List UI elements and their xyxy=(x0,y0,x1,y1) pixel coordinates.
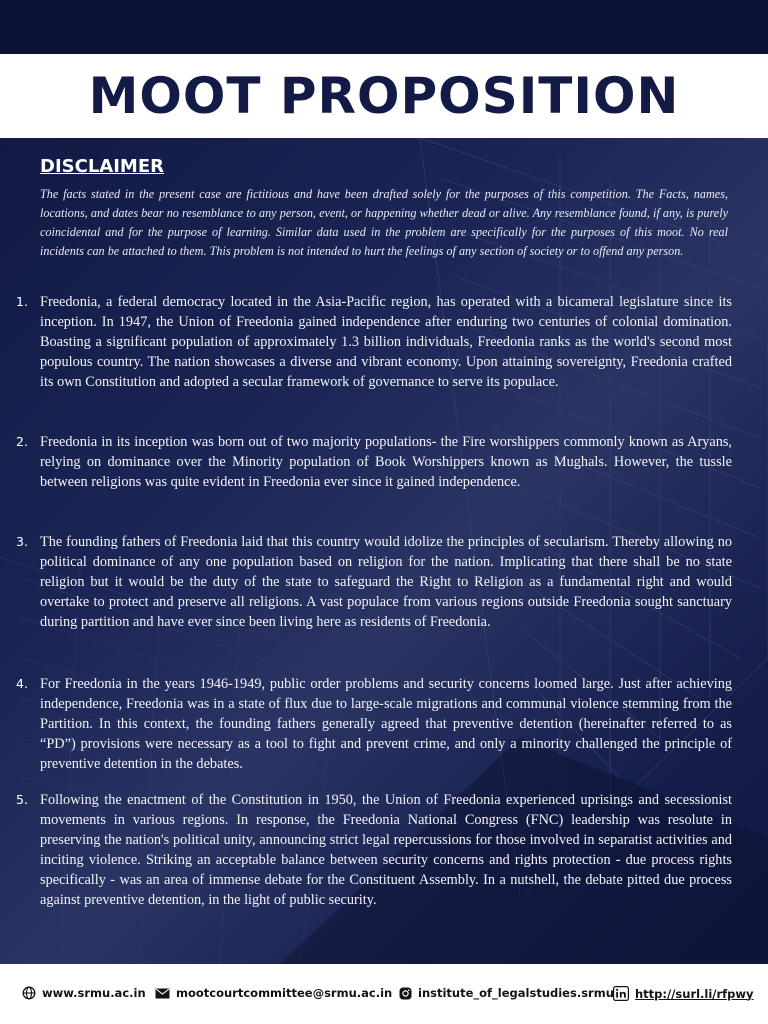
paragraph-number: 5. xyxy=(16,792,28,807)
disclaimer-text: The facts stated in the present case are fictitious and have been drafted solely for the purposes of this competition. The Facts, names, locations, and dates bear no resemblance to any person, event, or happening whether dead or alive. Any resemblance found, if any, is purely coincidental and for the purpose of learning. Similar data used in the problem are specifically for the purposes of this moot. No real incidents can be attached to them. This problem is not intended to hurt the feelings of any section of society or to offend any person. xyxy=(40,187,728,258)
linkedin-link[interactable] xyxy=(613,986,754,1001)
top-band xyxy=(0,0,768,54)
instagram-text: institute_of_legalstudies.srmu xyxy=(418,986,614,1000)
paragraph-3 xyxy=(16,532,732,632)
title-banner xyxy=(0,54,768,138)
content xyxy=(0,138,768,964)
paragraph-text: Following the enactment of the Constitution in 1950, the Union of Freedonia experienced uprisings and secessionist movements in various regions. In response, the Freedonia National Congress (FNC) leadership was resolute in preserving the nation's political unity, announcing strict legal repercussions for those involved in separatist activities and inciting violence. Striking an acceptable balance between security concerns and rights protection - due process rights specifically - was an area of immense debate for the Constituent Assembly. In a nutshell, the debate pitted due process against preventive detention, in the light of public security. xyxy=(40,792,732,908)
instagram-link[interactable] xyxy=(399,986,614,1000)
paragraph-number: 1. xyxy=(16,294,28,309)
paragraph-text: Freedonia, a federal democracy located in the Asia-Pacific region, has operated with a bicameral legislature since its inception. In 1947, the Union of Freedonia gained independence after enduring two centuries of colonial domination. Boasting a significant population of approximately 1.3 billion individuals, Freedonia ranks as the world's second most populous country. The nation showcases a diverse and vibrant economy. Upon attaining sovereignty, Freedonia crafted its own Constitution and adopted a secular framework of governance to serve its populace. xyxy=(40,294,732,390)
paragraph-number: 2. xyxy=(16,434,28,449)
mail-icon xyxy=(155,988,170,999)
email-text: mootcourtcommittee@srmu.ac.in xyxy=(176,986,393,1000)
website-link[interactable] xyxy=(22,986,146,1000)
paragraph-text: Freedonia in its inception was born out of two majority populations- the Fire worshippers commonly known as Aryans, relying on dominance over the Minority population of Book Worshippers known as Mughals. However, the tussle between religions was quite evident in Freedonia ever since it gained independence. xyxy=(40,434,732,490)
disclaimer-heading: DISCLAIMER xyxy=(40,156,164,177)
paragraph-2 xyxy=(16,432,732,492)
globe-icon xyxy=(22,986,36,1000)
paragraph-4 xyxy=(16,674,732,774)
paragraph-text: The founding fathers of Freedonia laid that this country would idolize the principles of secularism. Thereby allowing no political dominance of any one population based on religion for the nation. Implicating that there shall be no state religion but it would be the duty of the state to safeguard the Right to Religion as a fundamental right and would overtake to protect and preserve all religions. A vast populace from various regions outside Freedonia sought sanctuary during partition and have ever since been living here as residents of Freedonia. xyxy=(40,534,732,630)
linkedin-icon xyxy=(613,986,629,1001)
paragraph-1 xyxy=(16,292,732,392)
paragraph-number: 3. xyxy=(16,534,28,549)
page-title: MOOT PROPOSITION xyxy=(88,67,680,125)
footer xyxy=(0,964,768,1024)
paragraph-number: 4. xyxy=(16,676,28,691)
paragraph-5 xyxy=(16,790,732,910)
document-body xyxy=(0,138,768,964)
paragraph-text: For Freedonia in the years 1946-1949, public order problems and security concerns loomed large. Just after achieving independence, Freedonia was in a state of flux due to large-scale migrations and communal violence stemming from the Partition. In this context, the founding fathers generally agreed that preventive detention (hereinafter referred to as “PD”) provisions were necessary as a tool to fight and prevent crime, and only a minority challenged the principle of preventive detention in the debates. xyxy=(40,676,732,772)
email-link[interactable] xyxy=(155,986,392,1000)
instagram-icon xyxy=(399,987,412,1000)
website-text: www.srmu.ac.in xyxy=(42,986,146,1000)
linkedin-text: http://surl.li/rfpwy xyxy=(635,986,754,1001)
